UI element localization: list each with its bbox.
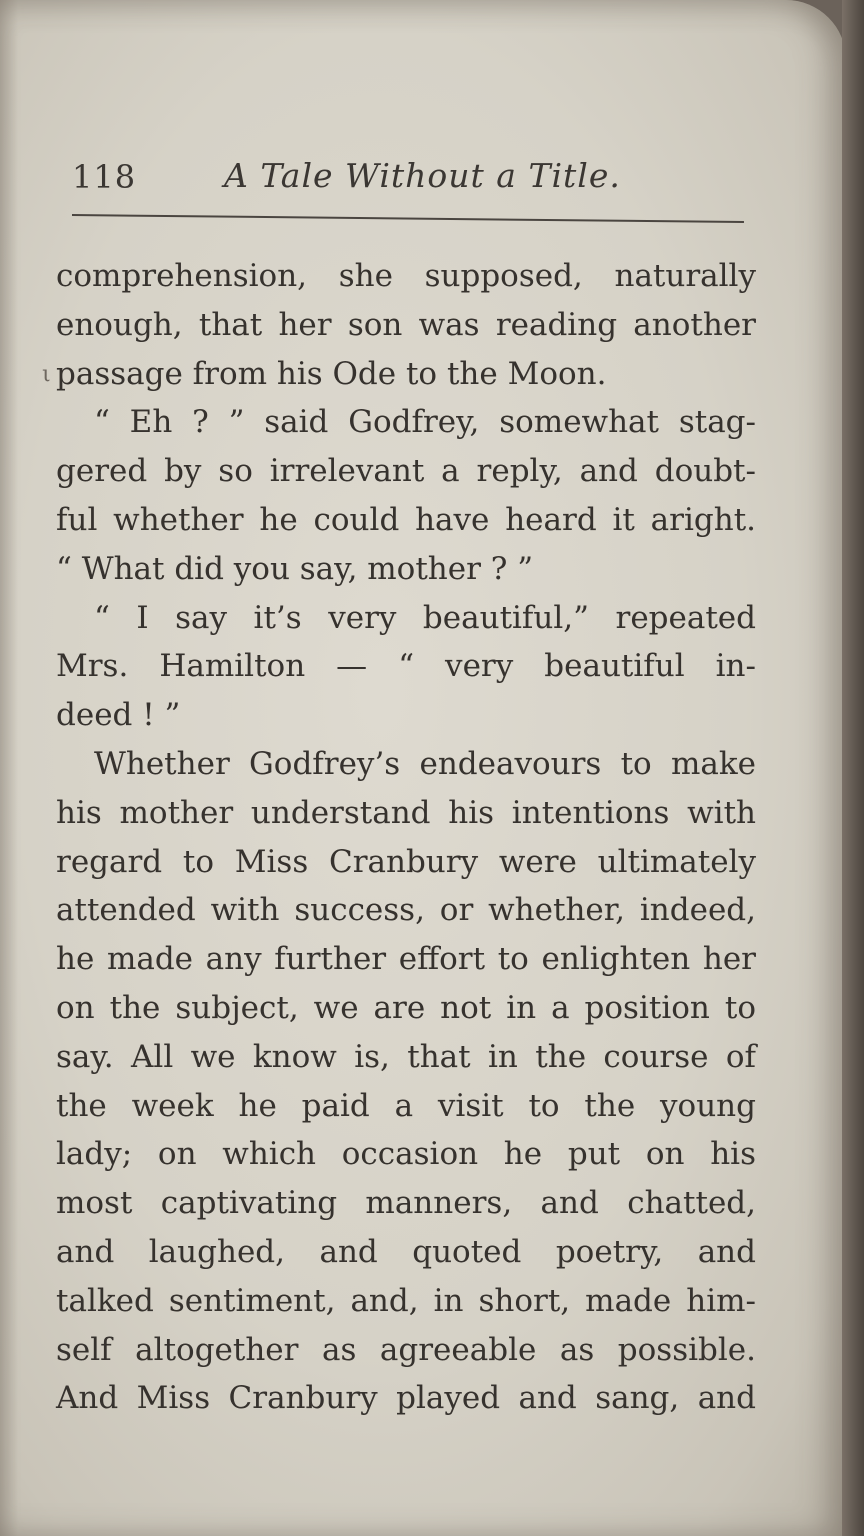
- body-text: [56, 252, 756, 1423]
- text-line: Mrs. Hamilton — “ very beautiful in-: [56, 648, 756, 685]
- text-line: attended with success, or whether, indeed,: [56, 892, 756, 929]
- text-line: he made any further effort to enlighten her: [56, 941, 756, 978]
- margin-mark: ι: [42, 362, 51, 387]
- spine-shadow: [0, 0, 18, 1536]
- header-rule: [72, 214, 744, 223]
- text-line: talked sentiment, and, in short, made him-: [56, 1282, 756, 1319]
- text-line: “ What did you say, mother ? ”: [56, 550, 534, 587]
- text-line: the week he paid a visit to the young: [56, 1087, 756, 1124]
- text-line: regard to Miss Cranbury were ultimately: [56, 843, 756, 880]
- text-line: ful whether he could have heard it aright.: [56, 501, 756, 538]
- text-line: enough, that her son was reading another: [56, 306, 756, 343]
- text-line: passage from his Ode to the Moon.: [56, 355, 607, 392]
- text-line: deed ! ”: [56, 697, 181, 734]
- text-line: on the subject, we are not in a position to: [56, 989, 756, 1026]
- text-line: self altogether as agreeable as possible.: [56, 1331, 756, 1368]
- text-line: comprehension, she supposed, naturally: [56, 258, 756, 294]
- text-line: and laughed, and quoted poetry, and: [56, 1233, 756, 1270]
- text-line: his mother understand his intentions with: [56, 794, 756, 831]
- page-header: [72, 148, 752, 208]
- text-line: “ Eh ? ” said Godfrey, somewhat stag-: [94, 404, 756, 441]
- running-title: A Tale Without a Title.: [224, 156, 621, 195]
- text-line: “ I say it’s very beautiful,” repeated: [94, 599, 756, 636]
- text-line: And Miss Cranbury played and sang, and: [56, 1380, 756, 1417]
- text-line: lady; on which occasion he put on his: [56, 1136, 756, 1173]
- text-line: say. All we know is, that in the course of: [56, 1038, 756, 1075]
- text-line: gered by so irrelevant a reply, and doubt-: [56, 453, 756, 490]
- book-edge: [842, 0, 864, 1536]
- text-line: Whether Godfrey’s endeavours to make: [94, 745, 756, 782]
- text-line: most captivating manners, and chatted,: [56, 1185, 756, 1222]
- page-number: 118: [72, 158, 137, 196]
